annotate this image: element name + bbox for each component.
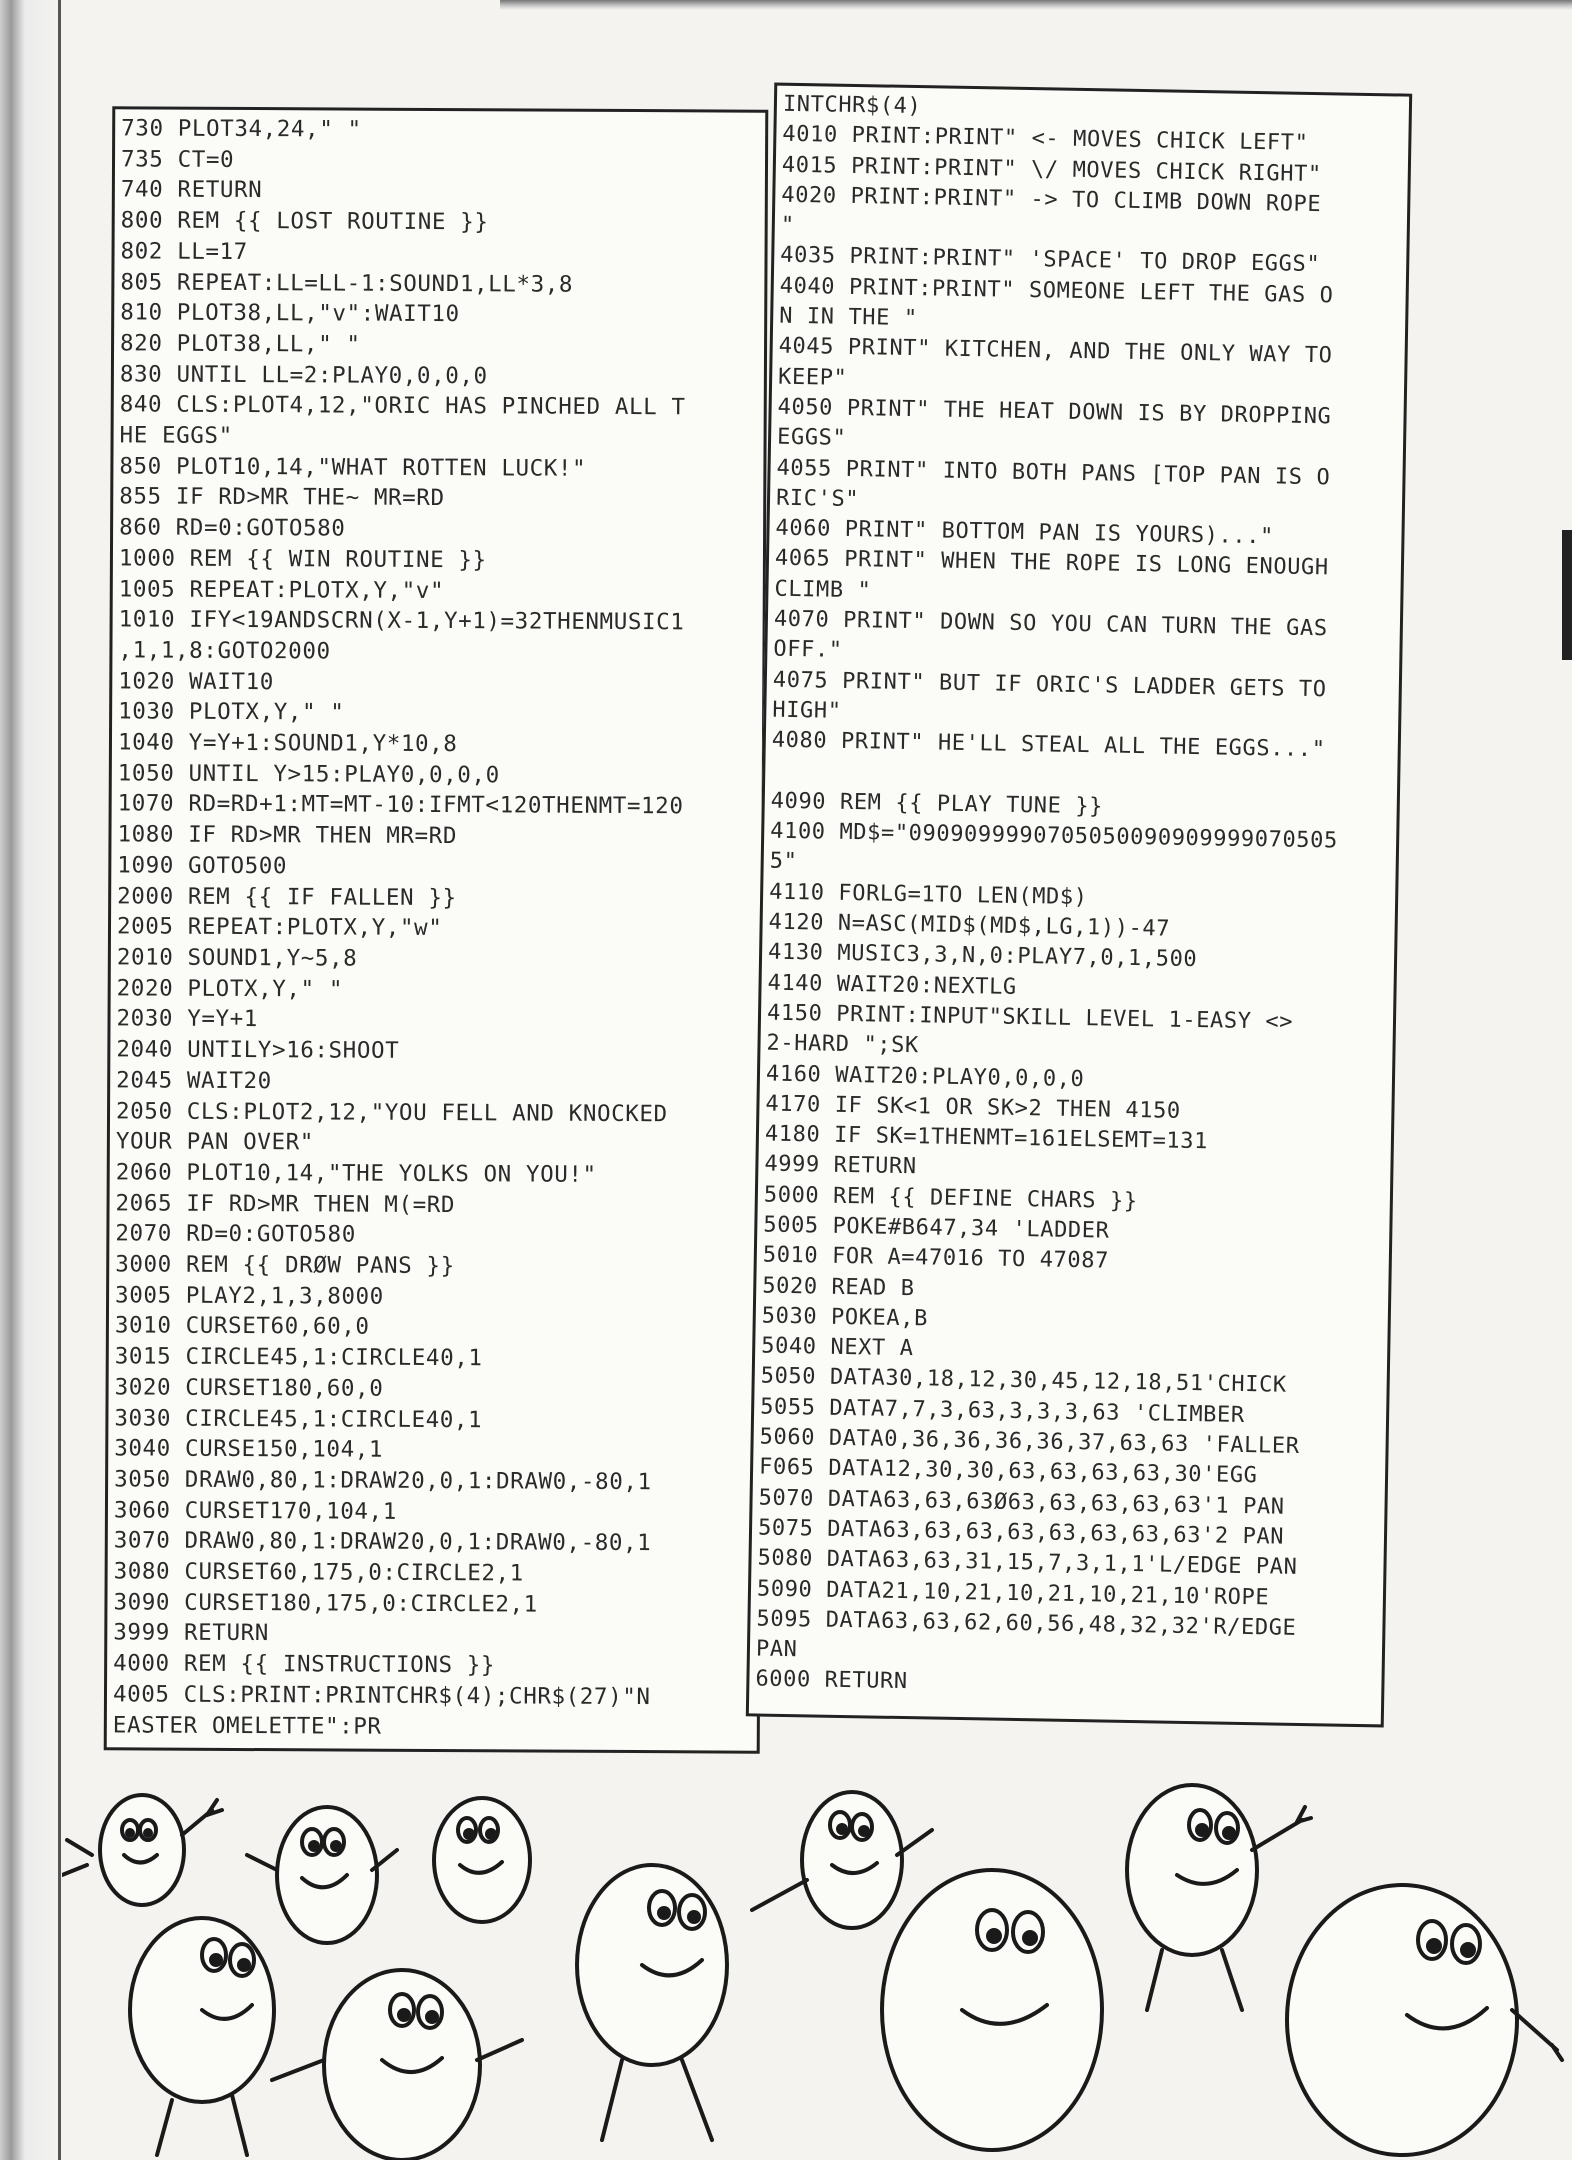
code-line: 4065 PRINT" WHEN THE ROPE IS LONG ENOUGH — [774, 546, 1329, 581]
code-line: " — [780, 212, 795, 239]
code-line: 3060 CURSET170,104,1 — [113, 1496, 397, 1525]
top-page-shadow — [500, 0, 1572, 10]
code-line: 5060 DATA0,36,36,36,36,37,63,63 'FALLER — [759, 1424, 1300, 1459]
egg-icon — [130, 1918, 274, 2155]
code-line: PAN — [755, 1636, 798, 1663]
code-line: 5055 DATA7,7,3,63,3,3,3,63 'CLIMBER — [759, 1394, 1245, 1428]
code-line: ,1,1,8:GOTO2000 — [118, 637, 331, 665]
code-line: HIGH" — [772, 697, 842, 724]
code-line: 4140 WAIT20:NEXTLG — [767, 970, 1017, 1000]
page-binding-edge — [0, 0, 62, 2160]
code-line: 4160 WAIT20:PLAY0,0,0,0 — [765, 1061, 1085, 1092]
code-line: 1070 RD=RD+1:MT=MT-10:IFMT<120THENMT=120 — [117, 790, 684, 820]
egg-icon — [434, 1798, 530, 1922]
code-line: 3020 CURSET180,60,0 — [114, 1374, 384, 1402]
code-line: 5040 NEXT A — [761, 1333, 914, 1362]
code-line: 2070 RD=0:GOTO580 — [115, 1220, 356, 1248]
code-line: 3090 CURSET180,175,0:CIRCLE2,1 — [113, 1589, 538, 1618]
code-line: EASTER OMELETTE":PR — [112, 1711, 382, 1740]
code-line: 4170 IF SK<1 OR SK>2 THEN 4150 — [765, 1091, 1181, 1124]
code-line: 810 PLOT38,LL,"v":WAIT10 — [120, 299, 460, 328]
code-line: 802 LL=17 — [120, 238, 248, 265]
code-line: 1080 IF RD>MR THEN MR=RD — [117, 821, 458, 850]
code-line: 2040 UNTILY>16:SHOOT — [116, 1036, 400, 1064]
code-line: 5095 DATA63,63,62,60,56,48,32,32'R/EDGE — [756, 1606, 1297, 1641]
code-line: 4100 MD$="0909099990705050090909999070505 — [770, 818, 1339, 854]
code-line: 4060 PRINT" BOTTOM PAN IS YOURS)..." — [775, 515, 1275, 550]
code-line: 3030 CIRCLE45,1:CIRCLE40,1 — [114, 1404, 483, 1433]
code-line: 855 IF RD>MR THE~ MR=RD — [119, 483, 445, 512]
code-line: 5020 READ B — [762, 1273, 915, 1301]
code-line: 735 CT=0 — [120, 146, 235, 173]
code-line: 4020 PRINT:PRINT" -> TO CLIMB DOWN ROPE — [781, 182, 1322, 218]
egg-icon — [577, 1865, 727, 2140]
egg-icon — [247, 1807, 397, 1943]
code-line: 2065 IF RD>MR THEN M(=RD — [115, 1189, 456, 1218]
code-line: 4090 REM {{ PLAY TUNE }} — [770, 788, 1104, 820]
code-line: 3015 CIRCLE45,1:CIRCLE40,1 — [114, 1343, 483, 1372]
code-line: 4110 FORLG=1TO LEN(MD$) — [768, 879, 1088, 910]
code-line: 4180 IF SK=1THENMT=161ELSEMT=131 — [764, 1121, 1209, 1155]
code-line: 4000 REM {{ INSTRUCTIONS }} — [113, 1650, 496, 1679]
code-line: 1005 REPEAT:PLOTX,Y,"v" — [118, 575, 445, 604]
egg-icon — [882, 1870, 1102, 2150]
code-line: KEEP" — [777, 364, 848, 391]
code-line: 5030 POKEA,B — [761, 1303, 929, 1332]
code-line: 5075 DATA63,63,63,63,63,63,63,63'2 PAN — [757, 1515, 1285, 1550]
code-line: 4130 MUSIC3,3,N,0:PLAY7,0,1,500 — [767, 939, 1198, 973]
code-line: 4035 PRINT:PRINT" 'SPACE' TO DROP EGGS" — [780, 243, 1321, 278]
code-line: 4050 PRINT" THE HEAT DOWN IS BY DROPPING — [777, 394, 1332, 430]
code-line: 1020 WAIT10 — [118, 667, 274, 695]
egg-icon — [752, 1792, 932, 1928]
code-line: 4005 CLS:PRINT:PRINTCHR$(4);CHR$(27)"N — [112, 1681, 651, 1710]
egg-icon — [1287, 1885, 1562, 2155]
left-code-lines — [107, 109, 766, 1744]
right-code-lines — [749, 86, 1409, 1707]
code-line: RIC'S" — [775, 485, 860, 512]
code-line: 2020 PLOTX,Y," " — [116, 975, 344, 1003]
code-line: 3005 PLAY2,1,3,8000 — [115, 1282, 384, 1310]
code-line: 860 RD=0:GOTO580 — [119, 514, 346, 542]
code-line: 6000 RETURN — [755, 1666, 908, 1695]
code-line: N IN THE " — [779, 303, 918, 332]
code-line: 5080 DATA63,63,31,15,7,3,1,1'L/EDGE PAN — [757, 1545, 1298, 1581]
code-line: 2-HARD ";SK — [766, 1030, 920, 1059]
code-line: 1010 IFY<19ANDSCRN(X-1,Y+1)=32THENMUSIC1 — [118, 606, 685, 636]
code-line: 820 PLOT38,LL," " — [119, 330, 361, 358]
code-line: 3040 CURSE150,104,1 — [114, 1435, 384, 1463]
code-line: 2050 CLS:PLOT2,12,"YOU FELL AND KNOCKED — [115, 1097, 668, 1127]
code-line: 2000 REM {{ IF FALLEN }} — [117, 882, 457, 911]
code-line: 5010 FOR A=47016 TO 47087 — [762, 1242, 1110, 1274]
code-line: 850 PLOT10,14,"WHAT ROTTEN LUCK!" — [119, 453, 587, 482]
code-line: YOUR PAN OVER" — [115, 1128, 315, 1156]
code-line: 1030 PLOTX,Y," " — [118, 698, 345, 726]
code-line: 4075 PRINT" BUT IF ORIC'S LADDER GETS TO — [772, 667, 1327, 702]
code-line: 1040 Y=Y+1:SOUND1,Y*10,8 — [117, 729, 458, 758]
code-line: 1050 UNTIL Y>15:PLAY0,0,0,0 — [117, 760, 500, 789]
code-line: F065 DATA12,30,30,63,63,63,63,30'EGG — [758, 1454, 1258, 1489]
page-tab-marker — [1562, 530, 1572, 660]
code-line: 800 REM {{ LOST ROUTINE }} — [120, 207, 489, 236]
code-line: 4045 PRINT" KITCHEN, AND THE ONLY WAY TO — [778, 334, 1333, 369]
code-line: 3080 CURSET60,175,0:CIRCLE2,1 — [113, 1558, 524, 1587]
egg-icon — [62, 1795, 222, 1905]
code-line: 1000 REM {{ WIN ROUTINE }} — [118, 545, 487, 574]
code-line: 4120 N=ASC(MID$(MD$,LG,1))-47 — [768, 909, 1171, 942]
code-line: 3000 REM {{ DRØW PANS }} — [115, 1251, 455, 1280]
code-line: 4015 PRINT:PRINT" \/ MOVES CHICK RIGHT" — [781, 152, 1322, 187]
code-line: 5070 DATA63,63,63Ø63,63,63,63,63'1 PAN — [758, 1485, 1285, 1520]
code-line: 5005 POKE#B647,34 'LADDER — [763, 1212, 1110, 1244]
code-line: 5000 REM {{ DEFINE CHARS }} — [763, 1182, 1138, 1214]
code-line: EGGS" — [776, 424, 847, 452]
code-line: 4080 PRINT" HE'LL STEAL ALL THE EGGS..." — [771, 727, 1326, 763]
code-line: 4070 PRINT" DOWN SO YOU CAN TURN THE GAS — [773, 606, 1328, 642]
code-line: 5050 DATA30,18,12,30,45,12,18,51'CHICK — [760, 1363, 1287, 1399]
left-code-listing — [104, 106, 769, 1753]
code-line: 3050 DRAW0,80,1:DRAW20,0,1:DRAW0,-80,1 — [114, 1466, 652, 1496]
code-line: CLIMB " — [774, 576, 872, 604]
code-line: 840 CLS:PLOT4,12,"ORIC HAS PINCHED ALL T — [119, 391, 686, 421]
code-line: 805 REPEAT:LL=LL-1:SOUND1,LL*3,8 — [120, 268, 574, 298]
code-line: 1090 GOTO500 — [117, 852, 288, 880]
right-code-listing — [746, 83, 1412, 1728]
code-line: 730 PLOT34,24," " — [121, 115, 362, 143]
code-line: 4055 PRINT" INTO BOTH PANS [TOP PAN IS O — [776, 455, 1331, 490]
code-line: 4010 PRINT:PRINT" <- MOVES CHICK LEFT" — [782, 122, 1309, 157]
dancing-eggs-illustration — [62, 1760, 1572, 2160]
code-line: 4999 RETURN — [764, 1151, 917, 1180]
code-line: 5" — [769, 849, 798, 875]
page-spine-line — [58, 0, 61, 2160]
code-line: 2045 WAIT20 — [116, 1067, 272, 1094]
egg-icon — [1127, 1785, 1311, 2010]
code-line: 3999 RETURN — [113, 1619, 269, 1647]
code-line: 2010 SOUND1,Y~5,8 — [116, 944, 358, 972]
egg-icon — [272, 1970, 522, 2160]
code-line: 2005 REPEAT:PLOTX,Y,"w" — [116, 913, 443, 942]
code-line: 5090 DATA21,10,21,10,21,10,21,10'ROPE — [756, 1576, 1270, 1610]
code-line: 3010 CURSET60,60,0 — [114, 1312, 370, 1341]
code-line: INTCHR$(4) — [782, 91, 922, 120]
code-line: HE EGGS" — [119, 422, 233, 449]
code-line: 4150 PRINT:INPUT"SKILL LEVEL 1-EASY <> — [766, 1000, 1294, 1035]
code-line: 830 UNTIL LL=2:PLAY0,0,0,0 — [119, 360, 488, 389]
code-line: 2030 Y=Y+1 — [116, 1005, 259, 1033]
code-line: 740 RETURN — [120, 176, 263, 204]
code-line: OFF." — [773, 636, 843, 664]
code-line: 4040 PRINT:PRINT" SOMEONE LEFT THE GAS O — [779, 273, 1334, 309]
code-line: 3070 DRAW0,80,1:DRAW20,0,1:DRAW0,-80,1 — [113, 1527, 652, 1557]
code-line: 2060 PLOT10,14,"THE YOLKS ON YOU!" — [115, 1159, 597, 1188]
